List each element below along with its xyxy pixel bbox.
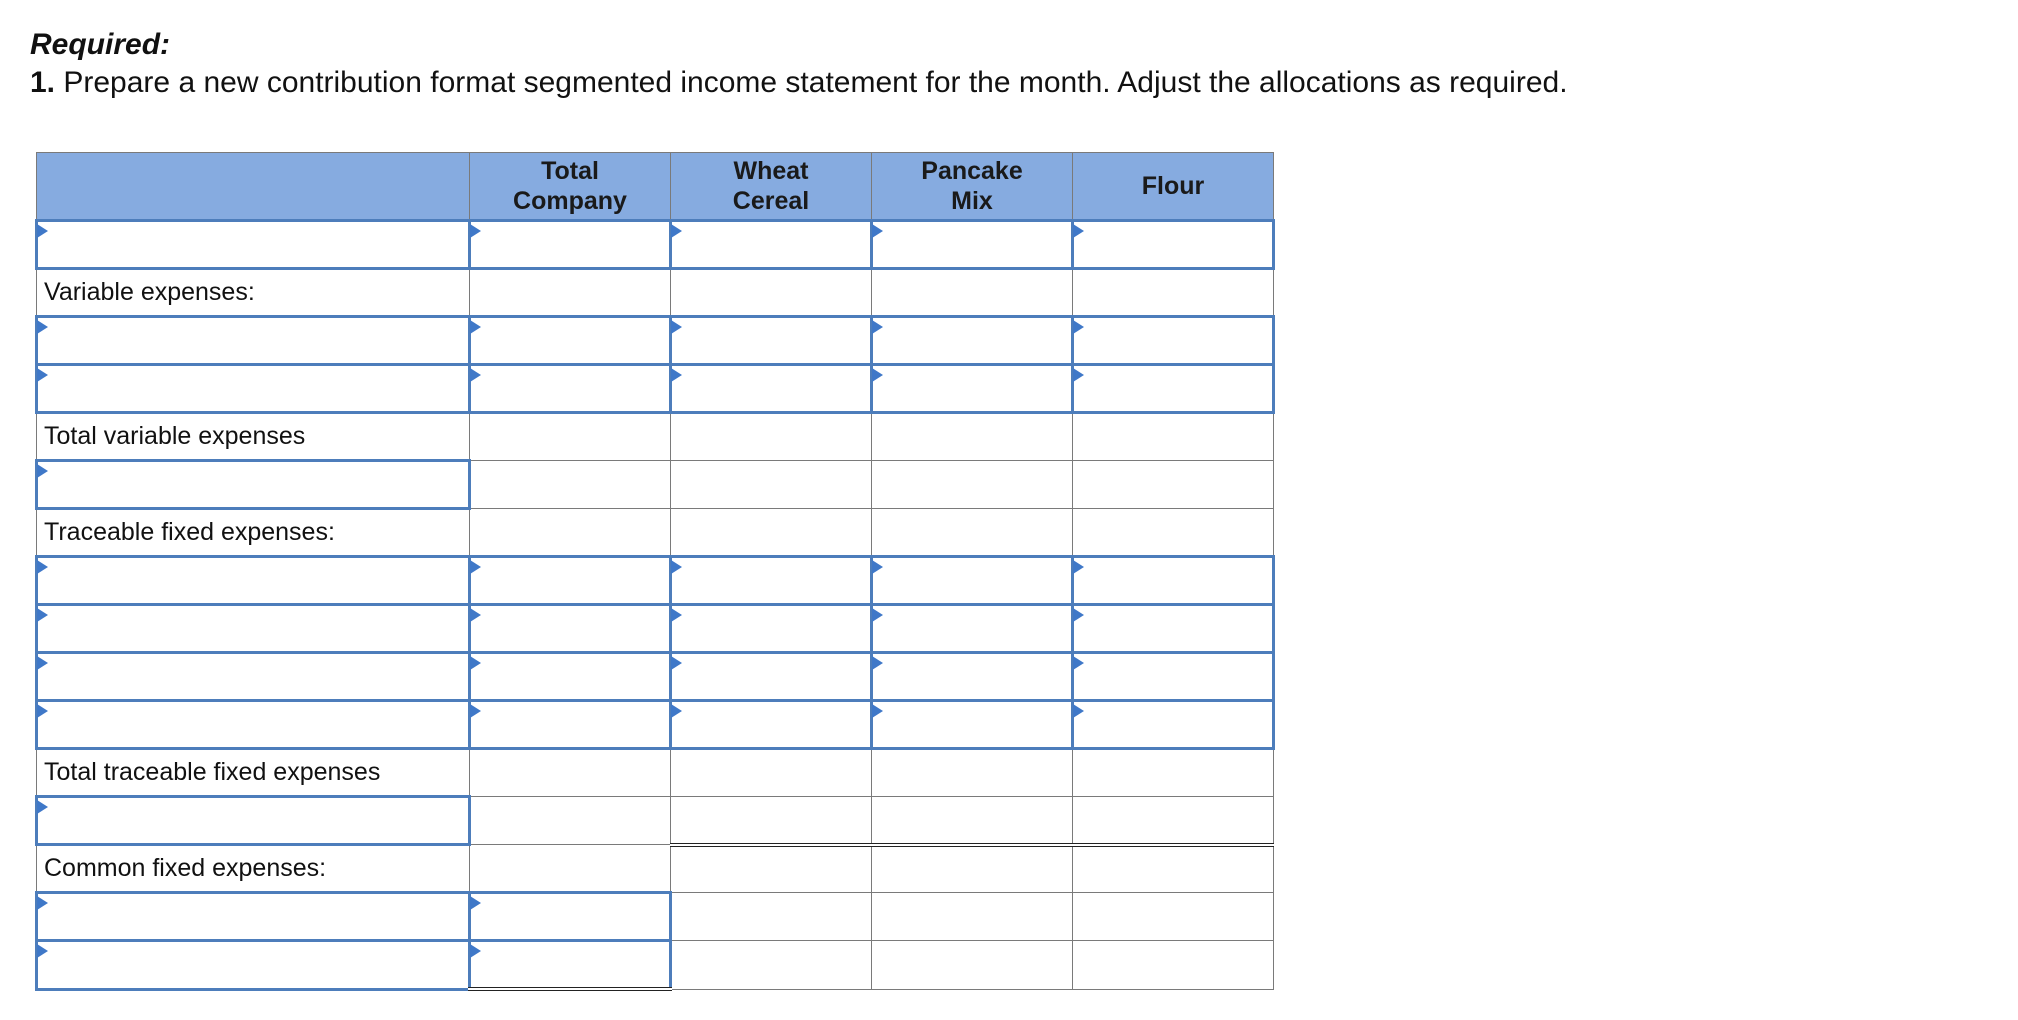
row-4-pancake-mix-cell (872, 365, 1073, 413)
row-1-wheat-cereal-input[interactable] (672, 222, 870, 267)
row-label: Total traceable fixed expenses (37, 749, 470, 797)
row-3-pancake-mix-cell (872, 317, 1073, 365)
row-8-label-cell (37, 557, 470, 605)
row-4-flour-input[interactable] (1074, 366, 1272, 411)
table-row (37, 413, 1274, 461)
table-row (37, 797, 1274, 845)
row-11-pancake-mix-input[interactable] (873, 702, 1071, 747)
table-row (37, 365, 1274, 413)
row-1-wheat-cereal-cell (671, 221, 872, 269)
row-3-pancake-mix-input[interactable] (873, 318, 1071, 363)
row-11-total-company-cell (470, 701, 671, 749)
row-11-flour-input[interactable] (1074, 702, 1272, 747)
row-13-flour-cell (1073, 797, 1274, 845)
row-16-label-cell (37, 941, 470, 990)
table-row (37, 317, 1274, 365)
row-1-total-company-input[interactable] (471, 222, 669, 267)
row-16-pancake-mix-cell (872, 941, 1073, 990)
row-16-total-company-input[interactable] (471, 942, 669, 987)
row-3-label-cell (37, 317, 470, 365)
row-9-total-company-cell (470, 605, 671, 653)
row-8-pancake-mix-cell (872, 557, 1073, 605)
row-1-label-input[interactable] (38, 222, 468, 267)
row-10-wheat-cereal-input[interactable] (672, 654, 870, 699)
row-15-total-company-input[interactable] (471, 894, 669, 939)
column-header-pancake-mix: Pancake Mix (872, 153, 1073, 221)
row-12-total-company-cell (470, 749, 671, 797)
row-3-total-company-input[interactable] (471, 318, 669, 363)
table-row (37, 509, 1274, 557)
row-8-total-company-cell (470, 557, 671, 605)
row-7-wheat-cereal-cell (671, 509, 872, 557)
header-row (37, 153, 1274, 221)
table-row (37, 605, 1274, 653)
table-row (37, 557, 1274, 605)
row-label: Total variable expenses (37, 413, 470, 461)
row-label: Variable expenses: (37, 269, 470, 317)
row-6-label-input[interactable] (38, 462, 468, 507)
row-4-total-company-cell (470, 365, 671, 413)
instruction-text (30, 66, 1568, 100)
row-8-pancake-mix-input[interactable] (873, 558, 1071, 603)
row-15-pancake-mix-cell (872, 893, 1073, 941)
row-13-total-company-cell (470, 797, 671, 845)
row-10-label-cell (37, 653, 470, 701)
row-13-wheat-cereal-cell (671, 797, 872, 845)
row-9-flour-cell (1073, 605, 1274, 653)
row-7-total-company-cell (470, 509, 671, 557)
row-6-pancake-mix-cell (872, 461, 1073, 509)
row-11-label-input[interactable] (38, 702, 468, 747)
row-10-flour-input[interactable] (1074, 654, 1272, 699)
row-4-pancake-mix-input[interactable] (873, 366, 1071, 411)
row-10-flour-cell (1073, 653, 1274, 701)
row-15-total-company-cell (470, 893, 671, 941)
row-11-flour-cell (1073, 701, 1274, 749)
row-4-label-cell (37, 365, 470, 413)
row-10-total-company-cell (470, 653, 671, 701)
row-5-total-company-cell (470, 413, 671, 461)
row-3-wheat-cereal-cell (671, 317, 872, 365)
row-label: Common fixed expenses: (37, 845, 470, 893)
row-9-flour-input[interactable] (1074, 606, 1272, 651)
row-13-label-input[interactable] (38, 798, 468, 843)
row-label: Traceable fixed expenses: (37, 509, 470, 557)
segmented-income-statement-table (35, 152, 1275, 991)
table-row (37, 221, 1274, 269)
column-header-label (37, 153, 470, 221)
row-11-total-company-input[interactable] (471, 702, 669, 747)
row-6-label-cell (37, 461, 470, 509)
row-10-pancake-mix-cell (872, 653, 1073, 701)
table-row (37, 893, 1274, 941)
row-8-wheat-cereal-input[interactable] (672, 558, 870, 603)
table-row (37, 653, 1274, 701)
row-1-flour-input[interactable] (1074, 222, 1272, 267)
statement-body (37, 221, 1274, 990)
row-7-pancake-mix-cell (872, 509, 1073, 557)
row-1-pancake-mix-cell (872, 221, 1073, 269)
row-5-pancake-mix-cell (872, 413, 1073, 461)
row-3-total-company-cell (470, 317, 671, 365)
row-4-wheat-cereal-cell (671, 365, 872, 413)
row-8-label-input[interactable] (38, 558, 468, 603)
row-4-wheat-cereal-input[interactable] (672, 366, 870, 411)
row-5-wheat-cereal-cell (671, 413, 872, 461)
row-8-flour-input[interactable] (1074, 558, 1272, 603)
row-13-label-cell (37, 797, 470, 845)
item-number: 1. (30, 66, 56, 99)
row-7-flour-cell (1073, 509, 1274, 557)
row-6-total-company-cell (470, 461, 671, 509)
row-16-flour-cell (1073, 941, 1274, 990)
row-3-label-input[interactable] (38, 318, 468, 363)
table-row (37, 941, 1274, 990)
required-heading: Required: (30, 28, 171, 61)
row-1-total-company-cell (470, 221, 671, 269)
row-8-wheat-cereal-cell (671, 557, 872, 605)
row-9-pancake-mix-cell (872, 605, 1073, 653)
row-9-pancake-mix-input[interactable] (873, 606, 1071, 651)
column-header-total-company: Total Company (470, 153, 671, 221)
row-14-total-company-cell (470, 845, 671, 893)
row-15-label-cell (37, 893, 470, 941)
row-12-pancake-mix-cell (872, 749, 1073, 797)
table-row (37, 269, 1274, 317)
column-header-wheat-cereal: Wheat Cereal (671, 153, 872, 221)
row-5-flour-cell (1073, 413, 1274, 461)
row-3-flour-cell (1073, 317, 1274, 365)
row-14-wheat-cereal-cell (671, 845, 872, 893)
row-2-flour-cell (1073, 269, 1274, 317)
row-16-total-company-cell (470, 941, 671, 990)
row-16-label-input[interactable] (38, 942, 468, 988)
row-15-wheat-cereal-cell (671, 893, 872, 941)
row-4-total-company-input[interactable] (471, 366, 669, 411)
row-1-label-cell (37, 221, 470, 269)
row-9-label-cell (37, 605, 470, 653)
row-15-flour-cell (1073, 893, 1274, 941)
table-row (37, 749, 1274, 797)
row-11-pancake-mix-cell (872, 701, 1073, 749)
row-8-total-company-input[interactable] (471, 558, 669, 603)
row-10-total-company-input[interactable] (471, 654, 669, 699)
row-12-wheat-cereal-cell (671, 749, 872, 797)
row-10-pancake-mix-input[interactable] (873, 654, 1071, 699)
row-16-wheat-cereal-cell (671, 941, 872, 990)
row-2-wheat-cereal-cell (671, 269, 872, 317)
row-2-pancake-mix-cell (872, 269, 1073, 317)
column-header-flour: Flour (1073, 153, 1274, 221)
row-9-wheat-cereal-input[interactable] (672, 606, 870, 651)
table-row (37, 845, 1274, 893)
row-15-label-input[interactable] (38, 894, 468, 939)
row-11-label-cell (37, 701, 470, 749)
table-row (37, 461, 1274, 509)
row-4-label-input[interactable] (38, 366, 468, 411)
item-text: Prepare a new contribution format segmented income statement for the month. Adjust the allocations as required. (63, 66, 1568, 99)
row-6-flour-cell (1073, 461, 1274, 509)
row-8-flour-cell (1073, 557, 1274, 605)
table-row (37, 701, 1274, 749)
row-14-pancake-mix-cell (872, 845, 1073, 893)
row-3-flour-input[interactable] (1074, 318, 1272, 363)
row-11-wheat-cereal-cell (671, 701, 872, 749)
row-9-label-input[interactable] (38, 606, 468, 651)
row-9-total-company-input[interactable] (471, 606, 669, 651)
row-2-total-company-cell (470, 269, 671, 317)
row-4-flour-cell (1073, 365, 1274, 413)
row-6-wheat-cereal-cell (671, 461, 872, 509)
row-9-wheat-cereal-cell (671, 605, 872, 653)
row-10-label-input[interactable] (38, 654, 468, 699)
row-1-pancake-mix-input[interactable] (873, 222, 1071, 267)
row-13-pancake-mix-cell (872, 797, 1073, 845)
row-10-wheat-cereal-cell (671, 653, 872, 701)
row-12-flour-cell (1073, 749, 1274, 797)
row-3-wheat-cereal-input[interactable] (672, 318, 870, 363)
row-11-wheat-cereal-input[interactable] (672, 702, 870, 747)
row-14-flour-cell (1073, 845, 1274, 893)
row-1-flour-cell (1073, 221, 1274, 269)
